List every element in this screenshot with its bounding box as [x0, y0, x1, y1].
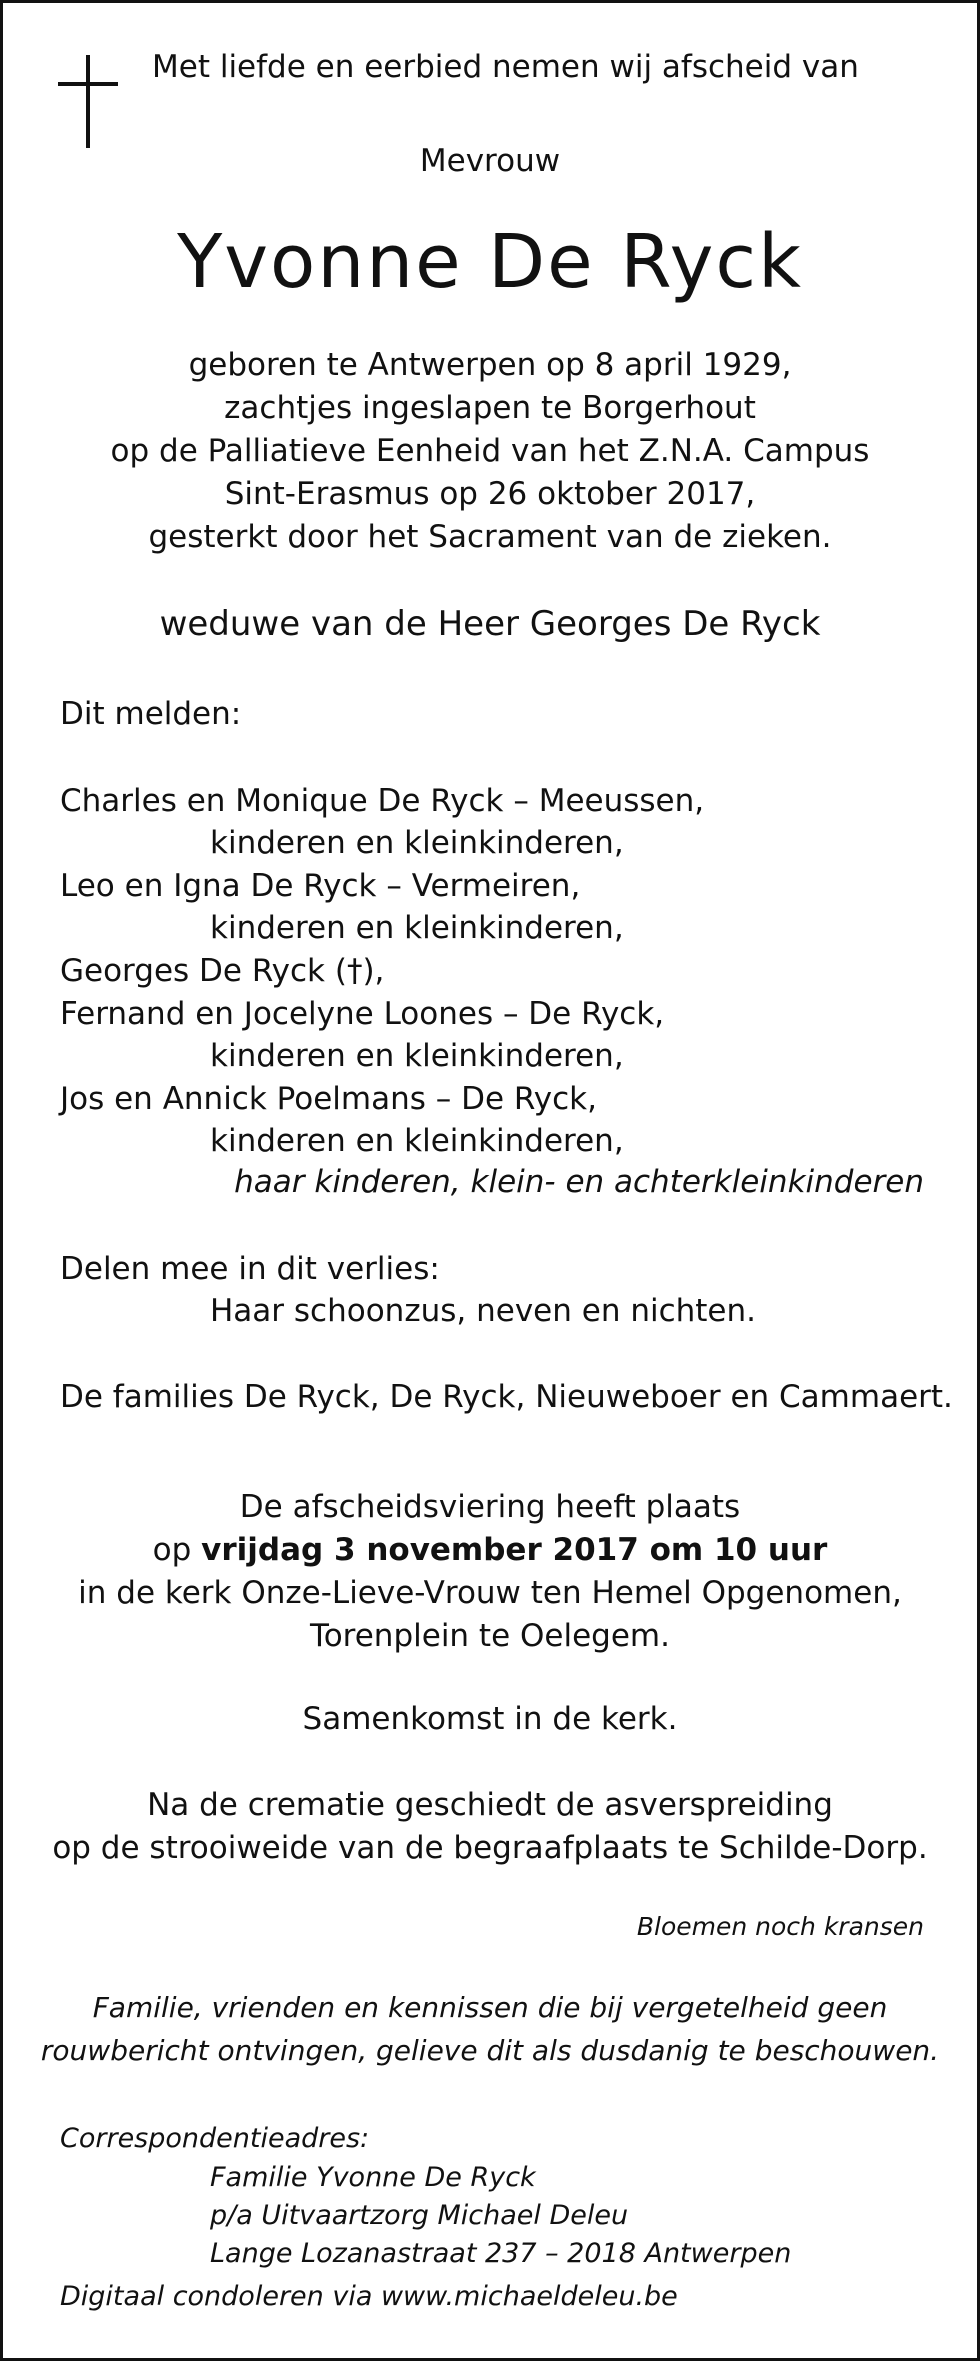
- ceremony-prefix: op: [152, 1532, 202, 1568]
- family-line: Leo en Igna De Ryck – Vermeiren,: [60, 868, 581, 904]
- correspondence-line: Familie Yvonne De Ryck: [210, 2162, 536, 2193]
- family-line: kinderen en kleinkinderen,: [210, 910, 624, 946]
- ceremony-line: in de kerk Onze-Lieve-Vrouw ten Hemel Opgenomen,: [78, 1575, 902, 1611]
- gathering-line: Samenkomst in de kerk.: [302, 1701, 678, 1737]
- deceased-name: Yvonne De Ryck: [177, 219, 803, 305]
- bio-line: op de Palliatieve Eenheid van het Z.N.A. Campus: [110, 433, 870, 469]
- family-summary: haar kinderen, klein- en achterkleinkinderen: [234, 1164, 924, 1200]
- ceremony-line: Torenplein te Oelegem.: [310, 1618, 670, 1654]
- bio-line: zachtjes ingeslapen te Borgerhout: [224, 390, 756, 426]
- family-line: kinderen en kleinkinderen,: [210, 1038, 624, 1074]
- bio-line: gesterkt door het Sacrament van de zieken.: [148, 519, 832, 555]
- families-line: De families De Ryck, De Ryck, Nieuweboer en Cammaert.: [60, 1379, 953, 1415]
- family-line: Jos en Annick Poelmans – De Ryck,: [60, 1081, 597, 1117]
- bio-line: Sint-Erasmus op 26 oktober 2017,: [224, 476, 756, 512]
- correspondence-line: p/a Uitvaartzorg Michael Deleu: [210, 2200, 629, 2231]
- announce-heading: Dit melden:: [60, 696, 242, 732]
- ceremony-line: De afscheidsviering heeft plaats: [239, 1489, 741, 1525]
- notice-line: rouwbericht ontvingen, gelieve dit als dusdanig te beschouwen.: [40, 2034, 940, 2067]
- notice-line: Familie, vrienden en kennissen die bij vergetelheid geen: [92, 1991, 888, 2024]
- correspondence-line: Lange Lozanastraat 237 – 2018 Antwerpen: [210, 2238, 792, 2269]
- family-line: kinderen en kleinkinderen,: [210, 825, 624, 861]
- bio-line: geboren te Antwerpen op 8 april 1929,: [188, 347, 792, 383]
- share-heading: Delen mee in dit verlies:: [60, 1251, 440, 1287]
- intro-text: Met liefde en eerbied nemen wij afscheid van: [152, 49, 859, 85]
- cremation-line: op de strooiweide van de begraafplaats te Schilde-Dorp.: [52, 1830, 928, 1866]
- family-line: Fernand en Jocelyne Loones – De Ryck,: [60, 996, 665, 1032]
- family-line: Charles en Monique De Ryck – Meeussen,: [60, 783, 705, 819]
- ceremony-date-line: [0, 1531, 980, 1569]
- flowers-note: Bloemen noch kransen: [636, 1912, 924, 1941]
- family-line: kinderen en kleinkinderen,: [210, 1123, 624, 1159]
- salutation: Mevrouw: [419, 143, 561, 179]
- online-condolence[interactable]: Digitaal condoleren via www.michaeldeleu.be: [60, 2281, 678, 2312]
- correspondence-heading: Correspondentieadres:: [60, 2123, 370, 2154]
- share-line: Haar schoonzus, neven en nichten.: [210, 1293, 756, 1329]
- cremation-line: Na de crematie geschiedt de asverspreiding: [147, 1787, 833, 1823]
- ceremony-date-time: vrijdag 3 november 2017 om 10 uur: [201, 1532, 828, 1568]
- widow-of: weduwe van de Heer Georges De Ryck: [159, 604, 821, 644]
- family-line: Georges De Ryck (†),: [60, 953, 385, 989]
